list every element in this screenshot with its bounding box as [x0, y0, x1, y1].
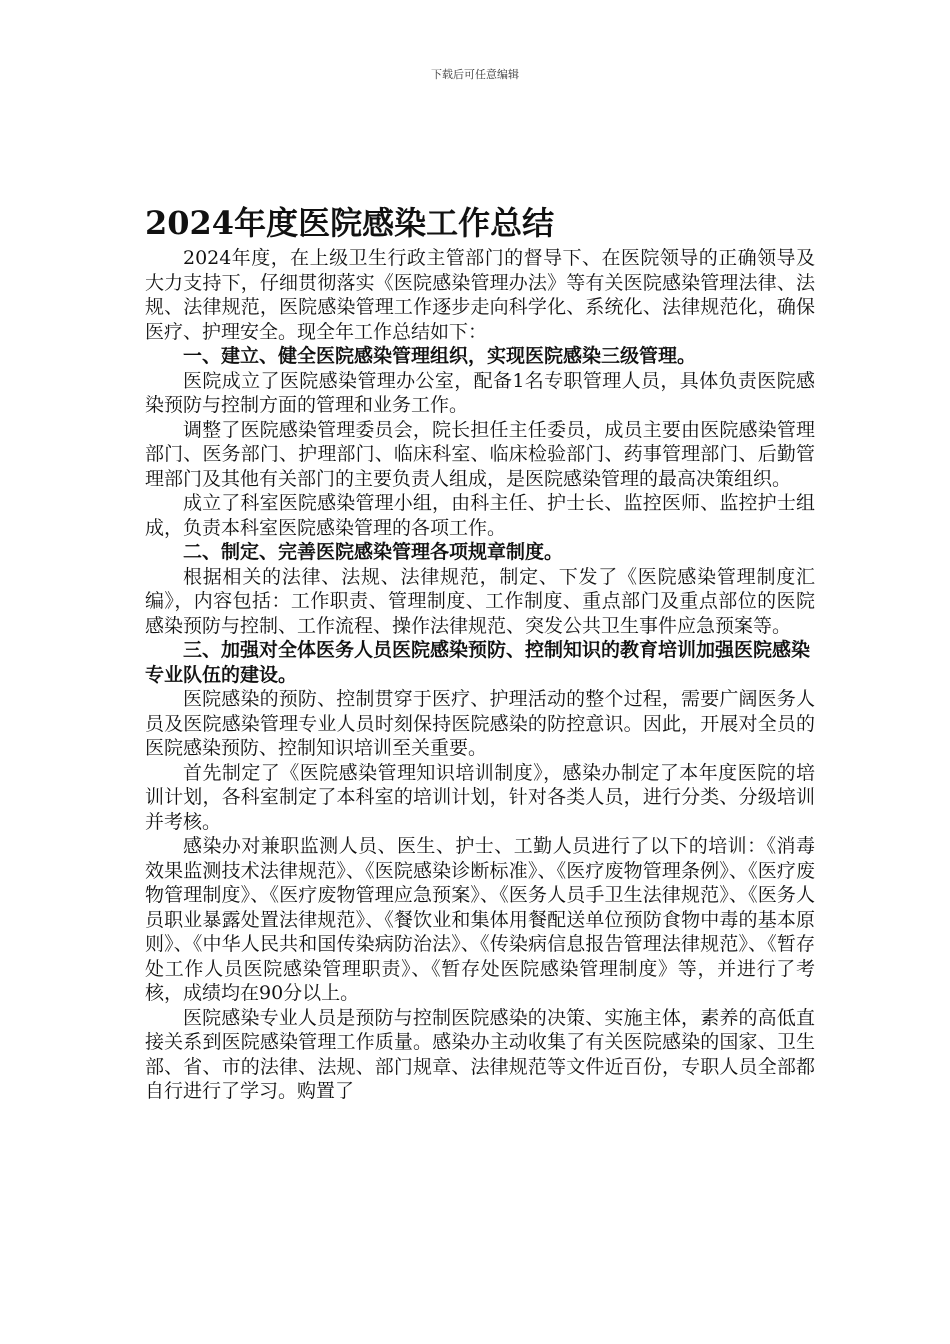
- paragraph-professional-staff: 医院感染专业人员是预防与控制医院感染的决策、实施主体，素养的高低直接关系到医院感染管理工作质量。感染办主动收集了有关医院感染的国家、卫生部、省、市的法律、法规、部门规章、法律规范等文件近百份，专职人员全部都自行进行了学习。购置了: [145, 1006, 815, 1102]
- paragraph-committee: 调整了医院感染管理委员会，院长担任主任委员，成员主要由医院感染管理部门、医务部门、护理部门、临床科室、临床检验部门、药事管理部门、后勤管理部门及其他有关部门的主要负责人组成，是医院感染管理的最高决策组织。: [145, 418, 815, 490]
- section-heading-1: 一、建立、健全医院感染管理组织，实现医院感染三级管理。: [183, 345, 697, 367]
- paragraph-dept-group: 成立了科室医院感染管理小组，由科主任、护士长、监控医师、监控护士组成，负责本科室医院感染管理的各项工作。: [145, 492, 815, 539]
- paragraph-training-importance: 医院感染的预防、控制贯穿于医疗、护理活动的整个过程，需要广阔医务人员及医院感染管理专业人员时刻保持医院感染的防控意识。因此，开展对全员的医院感染预防、控制知识培训至关重要。: [145, 688, 815, 759]
- paragraph-intro: 2024年度，在上级卫生行政主管部门的督导下、在医院领导的正确领导及大力支持下，仔细贯彻落实《医院感染管理办法》等有关医院感染管理法律、法规、法律规范，医院感染管理工作逐步走向科学化、系统化、法律规范化，确保医疗、护理安全。现全年工作总结如下：: [145, 247, 815, 343]
- paragraph-office: 医院成立了医院感染管理办公室，配备1名专职管理人员，具体负责医院感染预防与控制方面的管理和业务工作。: [145, 369, 815, 416]
- section-heading-2: 二、制定、完善医院感染管理各项规章制度。: [183, 541, 564, 563]
- page-header-note: 下载后可任意编辑: [431, 68, 519, 81]
- paragraph-training-plan: 首先制定了《医院感染管理知识培训制度》，感染办制定了本年度医院的培训计划，各科室制定了本科室的培训计划，针对各类人员，进行分类、分级培训并考核。: [145, 761, 815, 833]
- paragraph-regulations: 根据相关的法律、法规、法律规范，制定、下发了《医院感染管理制度汇编》，内容包括：工作职责、管理制度、工作制度、重点部门及重点部位的医院感染预防与控制、工作流程、操作法律规范、突发公共卫生事件应急预案等。: [145, 565, 815, 637]
- paragraph-training-content: 感染办对兼职监测人员、医生、护士、工勤人员进行了以下的培训：《消毒效果监测技术法律规范》、《医院感染诊断标准》、《医疗废物管理条例》、《医疗废物管理制度》、《医疗废物管理应急预案》、《医务人员手卫生法律规范》、《医务人员职业暴露处置法律规范》、《餐饮业和集体用餐配送单位预防食物中毒的基本原则》、《中华人民共和国传染病防治法》、《传染病信息报告管理法律规范》、《暂存处工作人员医院感染管理职责》、《暂存处医院感染管理制度》等，并进行了考核，成绩均在90分以上。: [145, 835, 815, 1004]
- document-title: 2024年度医院感染工作总结: [145, 204, 555, 242]
- section-heading-3: 三、加强对全体医务人员医院感染预防、控制知识的教育培训加强医院感染专业队伍的建设。: [145, 639, 811, 686]
- document-body: [145, 202, 815, 1104]
